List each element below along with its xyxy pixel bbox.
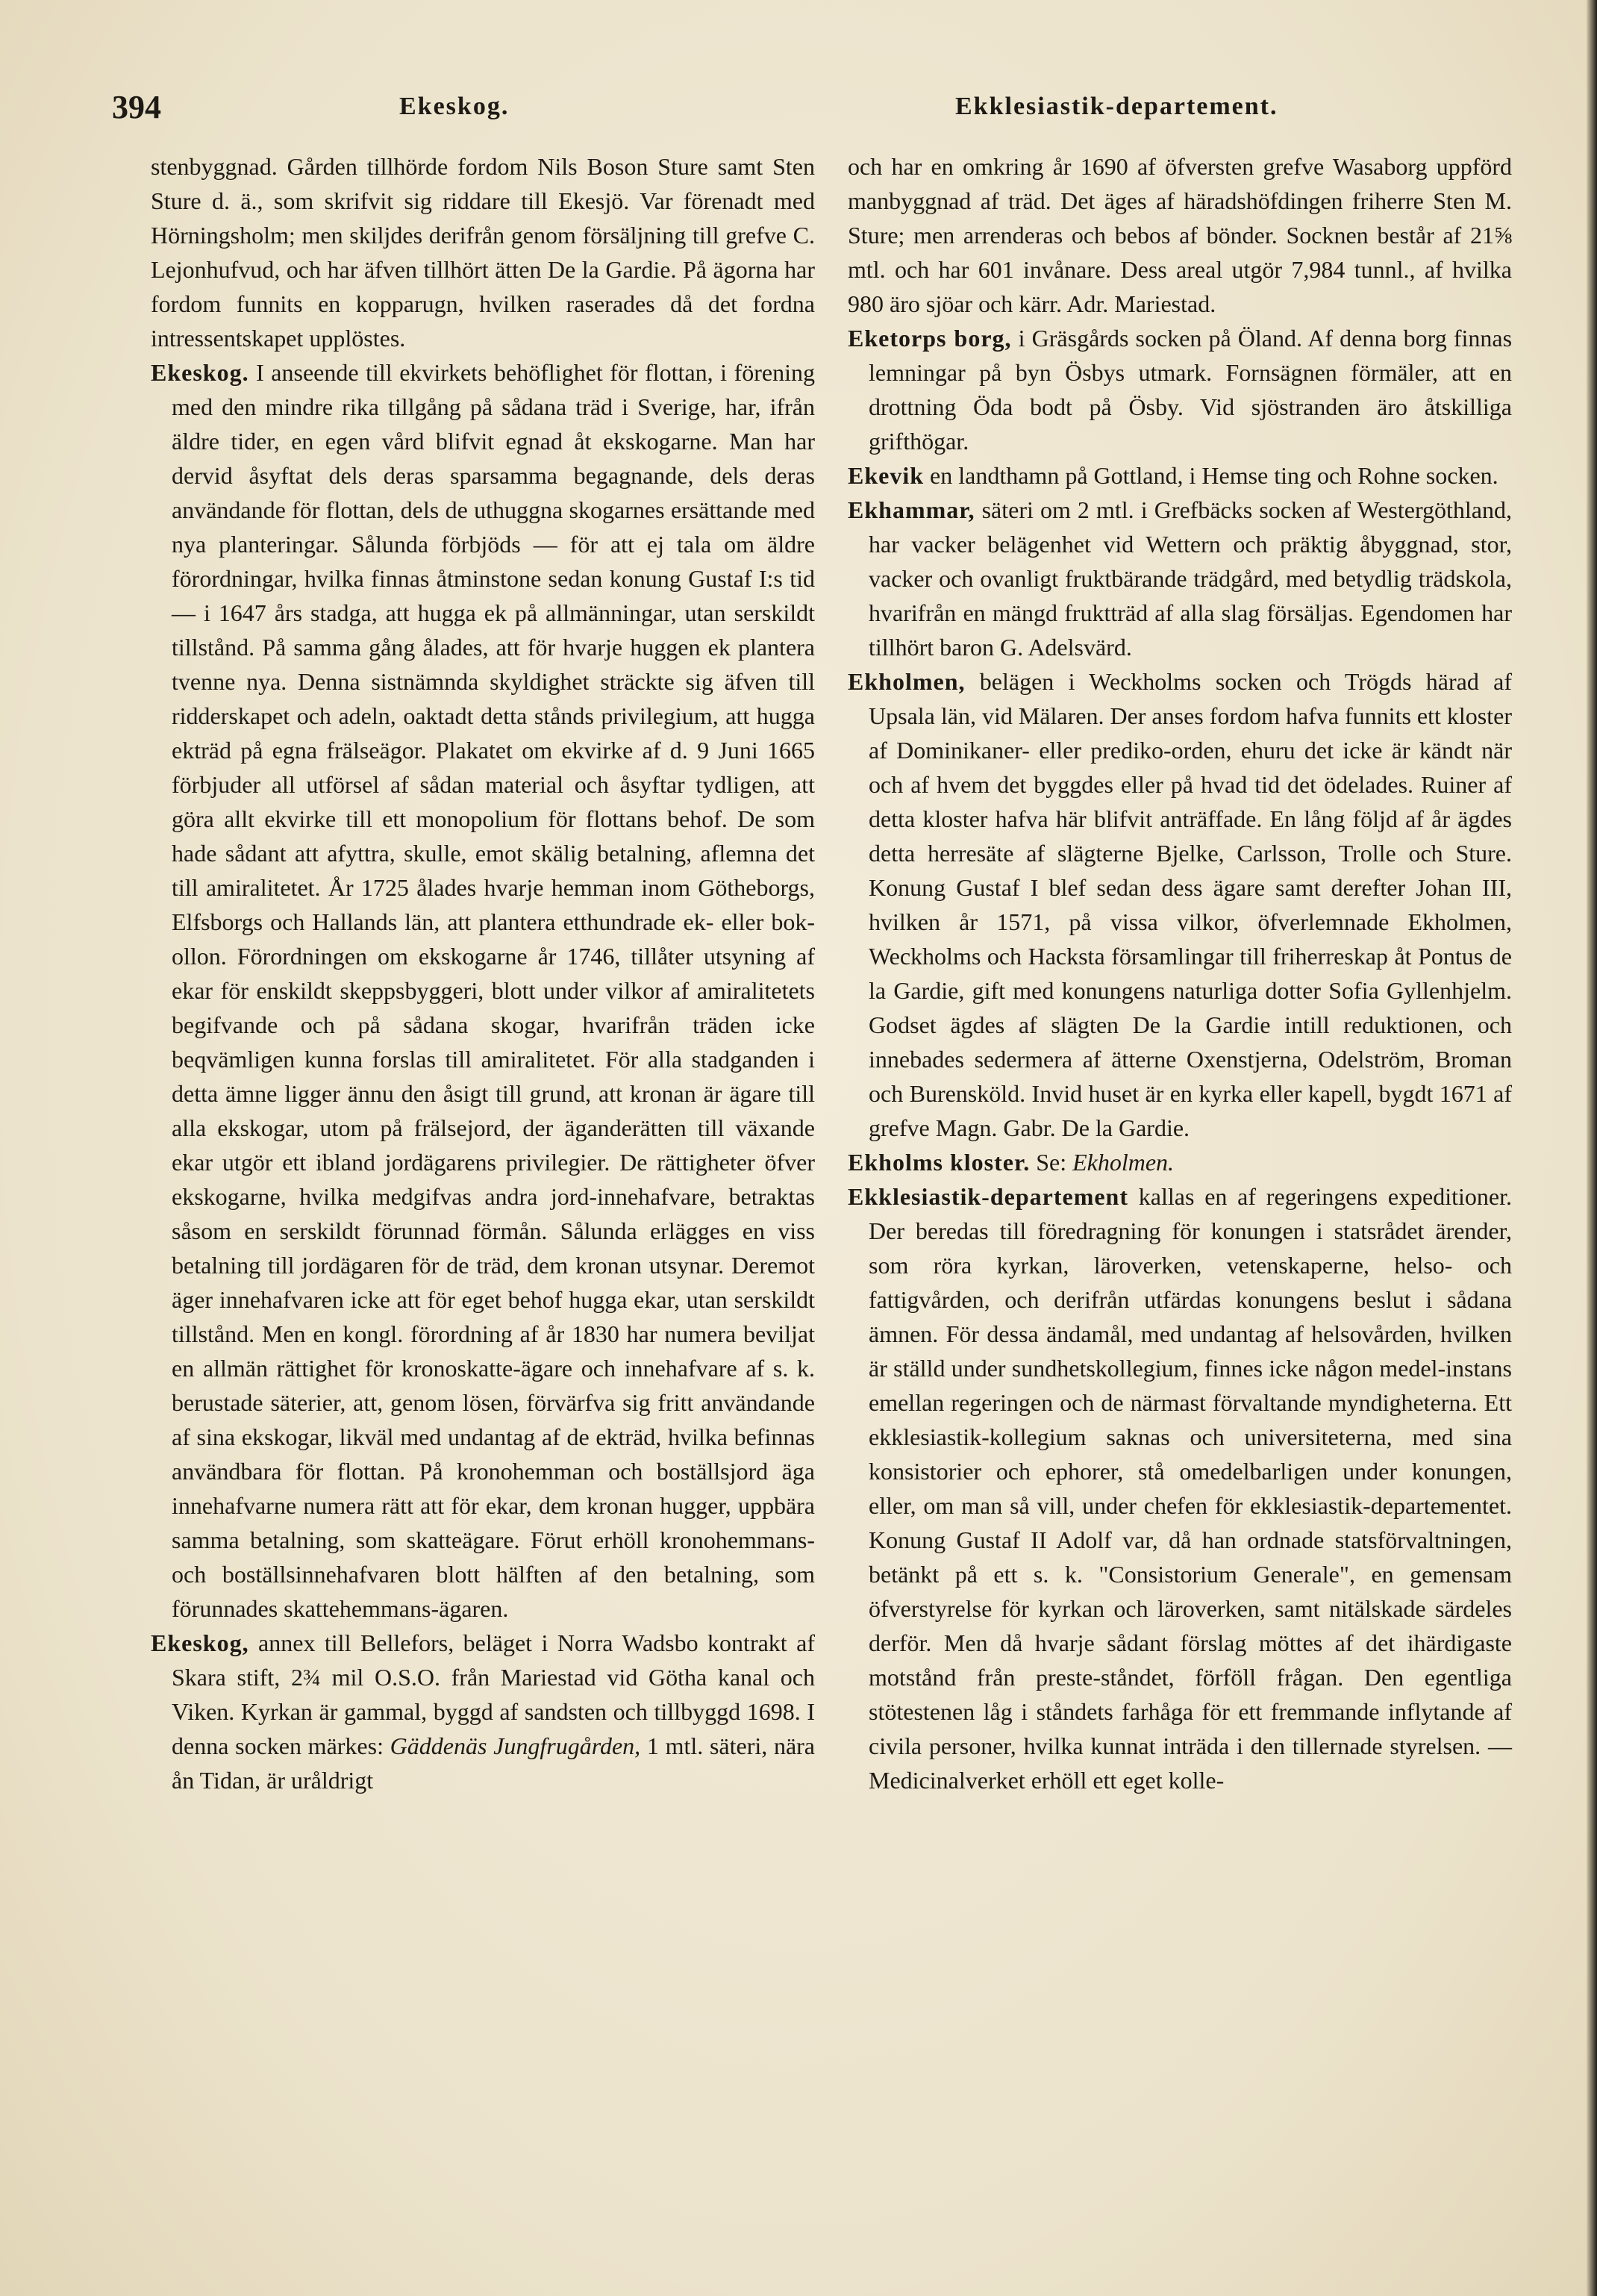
entry-headword: Ekhammar, <box>848 496 975 523</box>
entry-text: kallas en af regeringens expeditioner. Der beredas till föredragning för konungen i statsrådet ärender, som röra kyrkan, läroverken, vetenskaperne, helso- och fattigvården, och derifrån utfärdas konungens beslut i sådana ämnen. För dessa ändamål, med undantag af helsovården, hvilken är ställd under sundhetskollegium, finnes icke någon medel-instans emellan regeringen och de närmast förvaltande myndigheterna. Ett ekklesiastik-kollegium saknas och universiteterna, med sina konsistorier och ephorer, stå omedelbarligen under konungen, eller, om man så vill, under chefen för ekklesiastik-departementet. Konung Gustaf II Adolf var, då han ordnade statsförvaltningen, betänkt på ett s. k. "Consistorium Generale", en gemensam öfverstyrelse för kyrkan och läroverken, samt nitälskade särdeles derför. Men då hvarje sådant förslag möttes af det ihärdigaste motstånd från preste-ståndet, förföll frågan. Den egentliga stötestenen låg i ståndets farhåga för ett fremmande inflytande af civila personer, hvilka kunnat inträda i den tillernade styrelsen. — Medicinalverket erhöll ett eget kolle- <box>869 1183 1513 1794</box>
entry-headword: Ekholms kloster. <box>848 1149 1031 1176</box>
entry-headword: Ekklesiastik-departement <box>848 1183 1128 1210</box>
cross-reference: Ekholmen. <box>1072 1149 1175 1176</box>
entry-text: säteri om 2 mtl. i Grefbäcks socken af Westergöthland, har vacker belägenhet vid Wettern och präktig åbyggnad, stor, vacker och ovanligt fruktbärande trädgård, med betydlig trädskola, hvarifrån en mängd fruktträd af alla slag försäljas. Egendomen har tillhört baron G. Adelsvärd. <box>869 496 1513 661</box>
entry-italic-text: Gäddenäs Jungfrugården, <box>390 1732 641 1759</box>
page-edge-shadow <box>1587 0 1597 2296</box>
entry-headword: Ekeskog, <box>151 1629 249 1656</box>
entry-text: annex till Bellefors, beläget i Norra Wadsbo kontrakt af Skara stift, 2¾ mil O.S.O. från Mariestad vid Götha kanal och Viken. Kyrkan är gammal, byggd af sandsten och tillbyggd 1698. I denna socken märkes: <box>172 1629 816 1759</box>
entry-headword: Eketorps borg, <box>848 325 1012 352</box>
entry-ekklesiastik-departement <box>848 1179 1512 1797</box>
entry-text: I anseende till ekvirkets behöflighet för flottan, i förening med den mindre rika tillgång på sådana träd i Sverige, har, ifrån äldre tider, en egen vård blifvit egnad åt ekskogarne. Man har dervid åsyftat dels deras sparsamma begagnande, dels deras användande för flottan, dels de uthuggna skogarnes ersättande med nya planteringar. Sålunda förbjöds — för att ej tala om äldre förordningar, hvilka finnas åtminstone sedan konung Gustaf I:s tid — i 1647 års stadga, att hugga ek på allmänningar, utan serskildt tillstånd. På samma gång ålades, att för hvarje huggen ek plantera tvenne nya. Denna sistnämnda skyldighet sträckte sig äfven till ridderskapet och adeln, oaktadt detta stånds privilegium, att hugga ekträd på egna frälseägor. Plakatet om ekvirke af d. 9 Juni 1665 förbjuder all utförsel af sådan material och åsyftar tydligen, att göra allt ekvirke till ett monopolium för flottans behof. De som hade sådant att afyttra, skulle, emot skälig betalning, aflemna det till amiralitetet. År 1725 ålades hvarje hemman inom Götheborgs, Elfsborgs och Hallands län, att plantera etthundrade ek- eller bok-ollon. Förordningen om ekskogarne år 1746, tillåter utsyning af ekar för enskildt skeppsbyggeri, blott under vilkor af amiralitetets begifvande och på sådana skogar, hvarifrån träden icke beqvämligen kunna forslas till amiralitetet. För alla stadganden i detta ämne ligger ännu den åsigt till grund, att kronan är ägare till alla ekskogar, utom på frälsejord, der äganderätten till växande ekar utgör ett ibland jordägarens privilegier. De rättigheter öfver ekskogarne, hvilka medgifvas andra jord-innehafvare, betraktas såsom en serskildt förunnad förmån. Sålunda erlägges en viss betalning till jordägaren för de träd, dem kronan utsynar. Deremot äger innehafvaren icke att för eget behof hugga ekar, utan serskildt tillstånd. Men en kongl. förordning af år 1830 har numera beviljat en allmän rättighet för kronoskatte-ägare och innehafvare af s. k. berustade säterier, att, genom lösen, förvärfva sig fritt användande af sina ekskogar, likväl med undantag af de ekträd, hvilka befinnas användbara för flottan. På kronohemman och boställsjord äga innehafvarne numera rätt att för ekar, dem kronan hugger, uppbära samma betalning, som skatteägare. Förut erhöll kronohemmans- och boställsinnehafvaren blott hälften af den betalning, som förunnades skattehemmans-ägaren. <box>172 359 816 1622</box>
entry-ekhammar <box>848 493 1512 664</box>
entry-text: 1 mtl. säteri, nära ån Tidan, är uråldrigt <box>172 1732 815 1794</box>
right-column <box>848 149 1512 1797</box>
entry-eketorps-borg <box>848 321 1512 458</box>
continuation-paragraph: och har en omkring år 1690 af öfversten grefve Wasaborg uppförd manbyggnad af träd. Det äges af häradshöfdingen friherre Sten M. Sture; men arrenderas och bebos af bönder. Socknen består af 21⅝ mtl. och har 601 invånare. Dess areal utgör 7,984 tunnl., af hvilka 980 äro sjöar och kärr. Adr. Mariestad. <box>848 153 1512 317</box>
entry-ekholmen <box>848 664 1512 1145</box>
entry-ekeskog-parish <box>151 1626 815 1797</box>
entry-headword: Ekeskog. <box>151 359 249 386</box>
entry-text: Se: <box>1036 1149 1067 1176</box>
left-column <box>151 149 815 1797</box>
continuation-paragraph: stenbyggnad. Gården tillhörde fordom Nils Boson Sture samt Sten Sture d. ä., som skrifvit sig riddare till Ekesjö. Var förenadt med Hörningsholm; men skiljdes derifrån genom försäljning till grefve C. Lejonhufvud, och har äfven tillhört ätten De la Gardie. På ägorna har fordom funnits en kopparugn, hvilken raserades då det fordna intressentskapet upplöstes. <box>151 153 815 352</box>
left-running-head: Ekeskog. <box>399 93 510 120</box>
entry-text: i Gräsgårds socken på Öland. Af denna borg finnas lemningar på byn Ösbys utmark. Fornsägnen förmäler, att en drottning Öda bodt på Ösby. Vid sjöstranden äro åtskilliga grifthögar. <box>869 325 1513 455</box>
entry-ekeskog-oak <box>151 355 815 1626</box>
entry-ekholms-kloster <box>848 1145 1512 1179</box>
entry-headword: Ekholmen, <box>848 668 966 695</box>
entry-ekevik <box>848 458 1512 493</box>
page-number: 394 <box>112 89 161 125</box>
entry-text: en landthamn på Gottland, i Hemse ting och Rohne socken. <box>930 462 1498 489</box>
entry-text: belägen i Weckholms socken och Trögds härad af Upsala län, vid Mälaren. Der anses fordom hafva funnits ett kloster af Dominikaner- eller prediko-orden, ehuru det icke är kändt när och af hvem det byggdes eller på hvad tid det ödelades. Ruiner af detta kloster hafva här blifvit anträffade. En lång följd af år ägdes detta herresäte af slägterne Bjelke, Carlsson, Trolle och Sture. Konung Gustaf I blef sedan dess ägare samt derefter Johan III, hvilken år 1571, på vissa vilkor, öfverlemnade Ekholmen, Weckholms och Hacksta församlingar till friherreskap åt Pontus de la Gardie, gift med konungens naturliga dotter Sofia Gyllenhjelm. Godset ägdes af slägten De la Gardie intill reduktionen, och innebades sedermera af ätterne Oxenstjerna, Odelström, Broman och Burensköld. Invid huset är en kyrka eller kapell, bygdt 1671 af grefve Magn. Gabr. De la Gardie. <box>869 668 1513 1141</box>
entry-headword: Ekevik <box>848 462 925 489</box>
running-header <box>112 88 1522 133</box>
right-running-head: Ekklesiastik-departement. <box>955 93 1278 120</box>
